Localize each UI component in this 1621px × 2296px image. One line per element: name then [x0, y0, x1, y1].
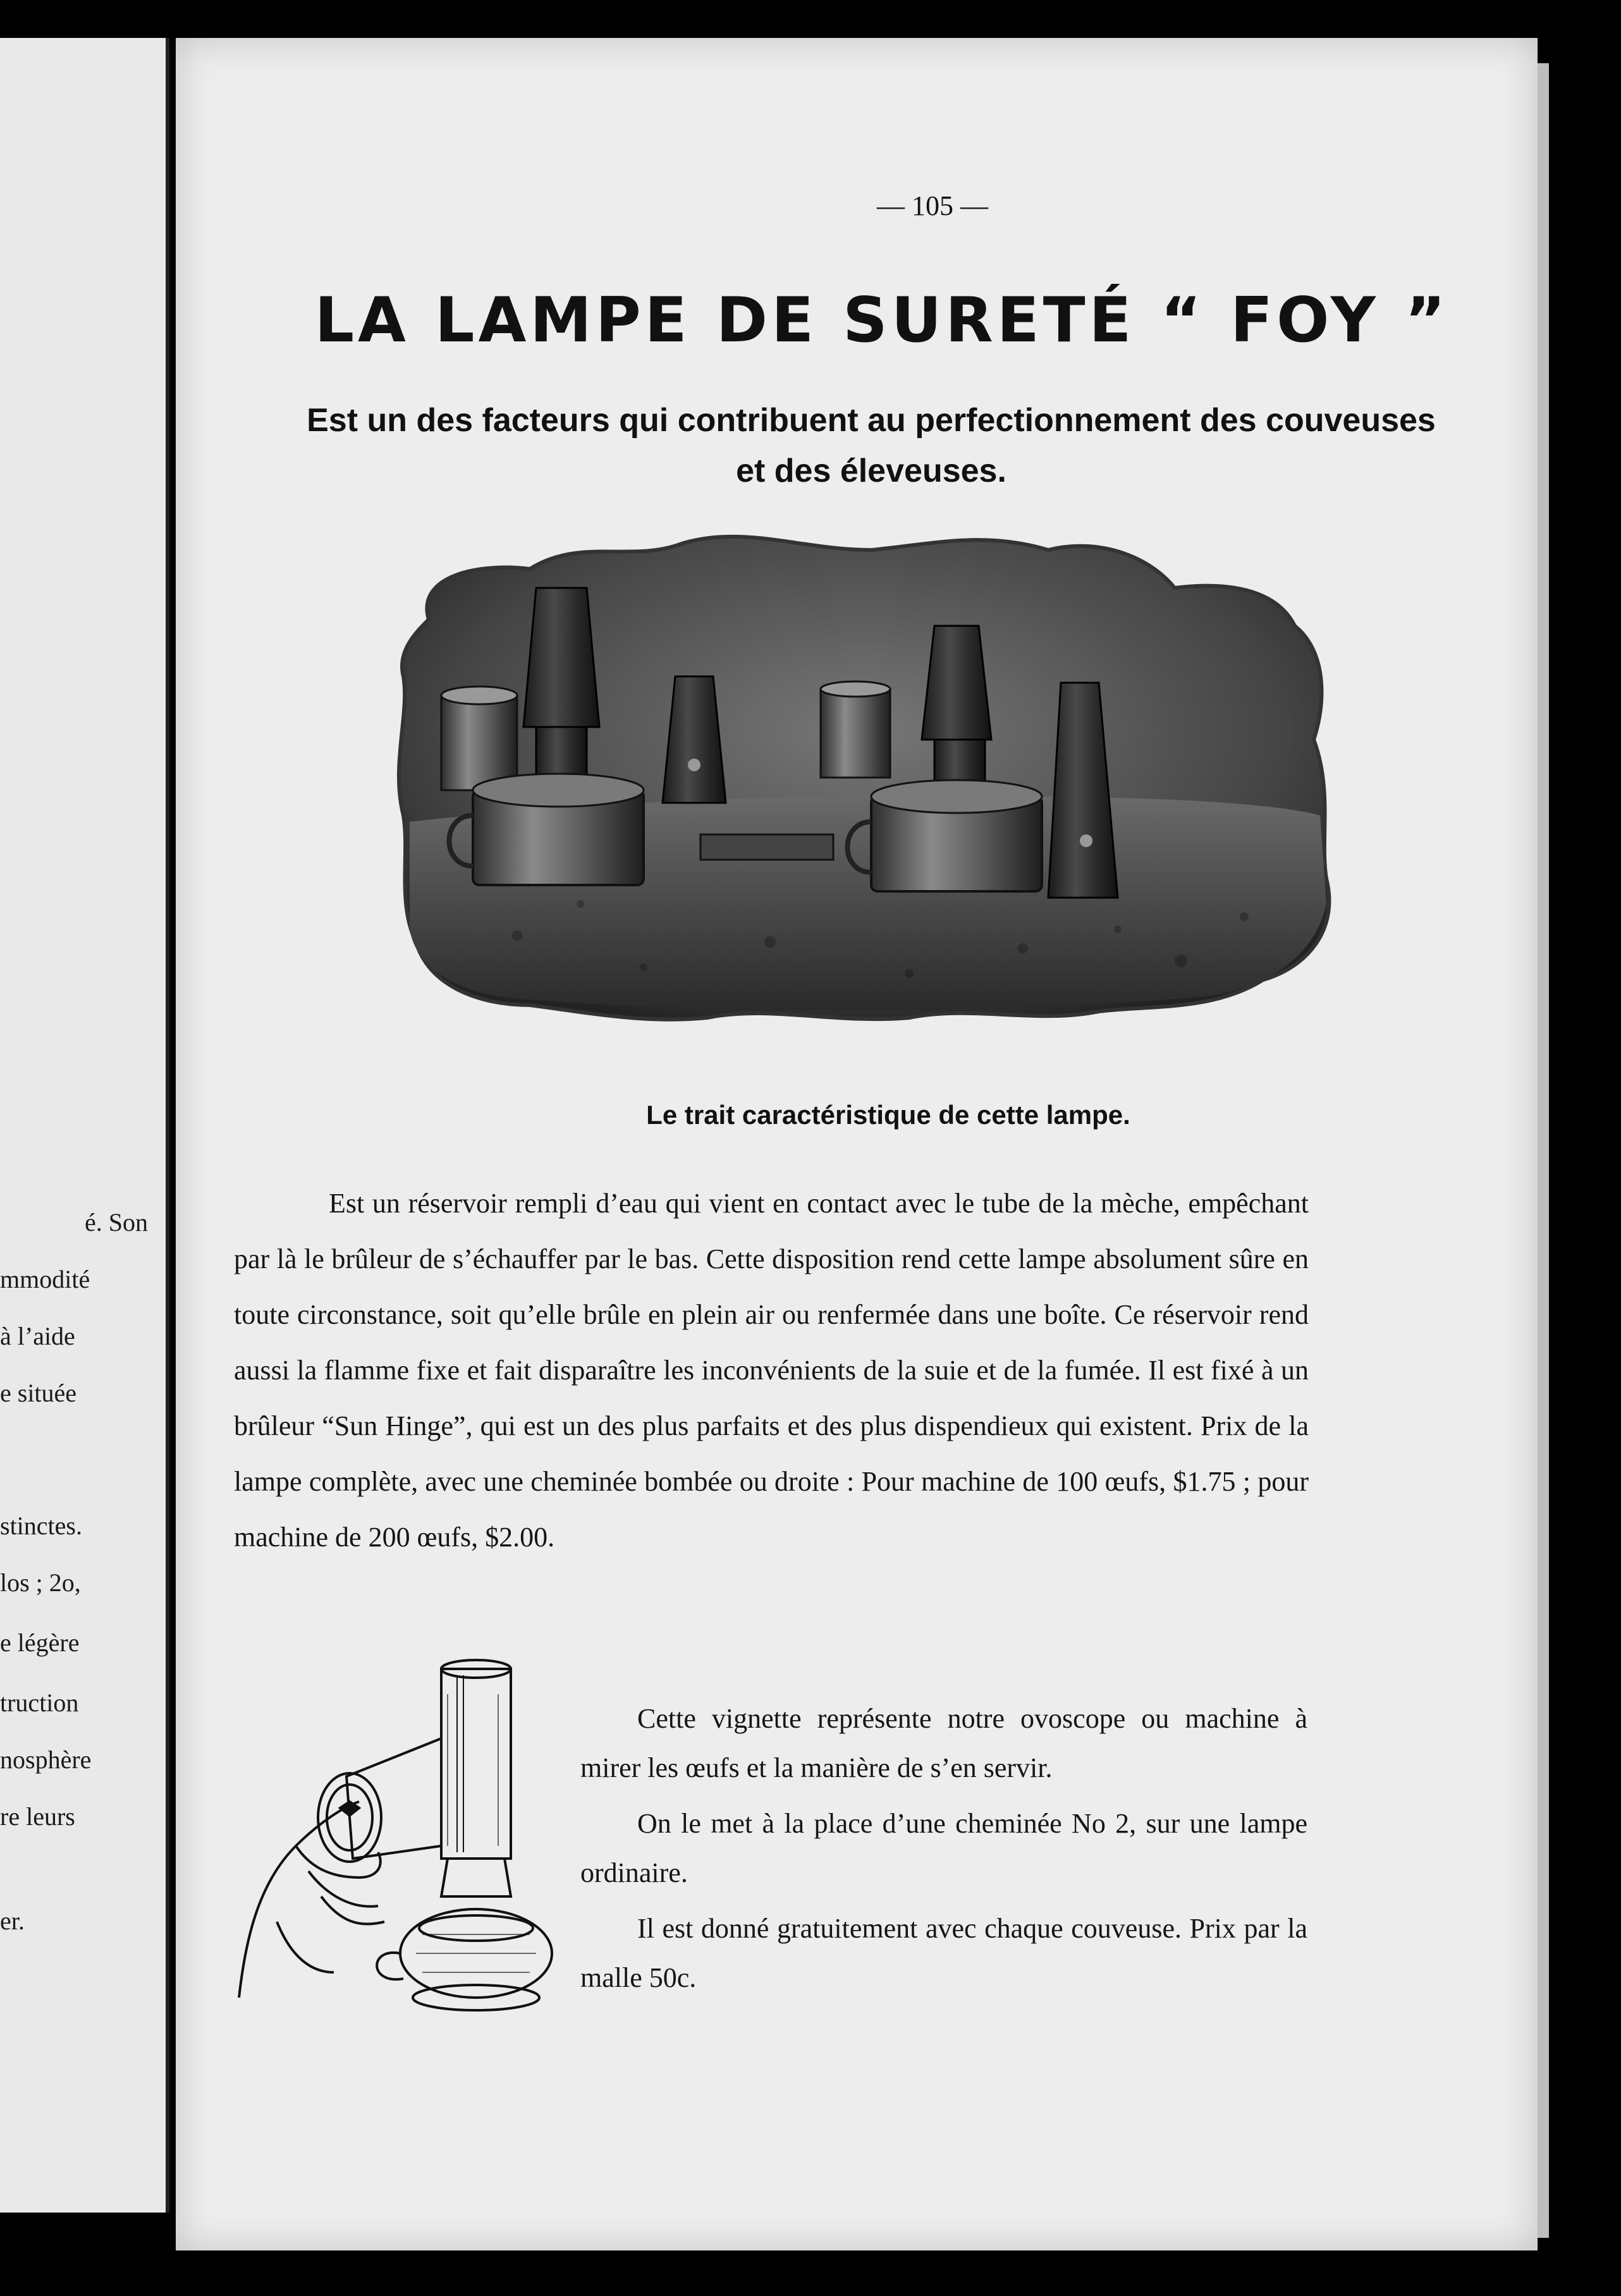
- left-page-fragment: e située: [0, 1379, 77, 1407]
- ovoscope-paragraph: Cette vignette représente notre ovoscope ou machine à mirer les œufs et la manière de s’en servir.: [580, 1703, 1307, 1783]
- left-page-fragment: à l’aide: [0, 1322, 75, 1350]
- ovoscope-paragraph: Il est donné gratuitement avec chaque couveuse. Prix par la malle 50c.: [580, 1913, 1307, 1993]
- page-edge: [1538, 63, 1549, 2238]
- page-subtitle: Est un des facteurs qui contribuent au perfectionnement des couveuses et des éleveuses.: [307, 402, 1436, 489]
- ovoscope-engraving: [233, 1656, 561, 2048]
- photo-caption: Le trait caractéristique de cette lampe.: [646, 1100, 1130, 1130]
- left-page-fragment: mmodité: [0, 1265, 90, 1293]
- ovoscope-description: [580, 1694, 1307, 2009]
- lamps-photograph: [391, 525, 1352, 1024]
- left-page-fragment: los ; 2o,: [0, 1568, 81, 1597]
- left-page-fragment: re leurs: [0, 1802, 75, 1831]
- left-page-fragment: er.: [0, 1907, 25, 1935]
- left-page-fragment: nosphère: [0, 1745, 92, 1774]
- left-page-fragment: truction: [0, 1688, 79, 1717]
- ovoscope-hand-illustration: [233, 1656, 561, 2048]
- ovoscope-paragraph: On le met à la place d’une cheminée No 2, sur une lampe ordinaire.: [580, 1808, 1307, 1888]
- left-page-fragment: stinctes.: [0, 1511, 82, 1540]
- book-page: [176, 38, 1538, 2250]
- left-page-fragment: é. Son: [85, 1208, 148, 1237]
- left-page-fragment: e légère: [0, 1628, 80, 1657]
- page-number: — 105 —: [877, 190, 988, 221]
- lamps-photo-illustration: [391, 525, 1352, 1024]
- page-title: LA LAMPE DE SURETÉ “ FOY ”: [314, 284, 1450, 357]
- left-facing-page: [0, 38, 169, 2213]
- body-paragraph: Est un réservoir rempli d’eau qui vient en contact avec le tube de la mèche, empêchant par là le brûleur de s’échauffer par le bas. Cette disposition rend cette lampe absolument sûre en toute circonstance, soit qu’elle brûle en plein air ou renfermée dans une boîte. Ce réservoir rend aussi la flamme fixe et fait disparaître les inconvénients de la suie et de la fumée. Il est fixé à un brûleur “Sun Hinge”, qui est un des plus parfaits et des plus dispendieux qui existent. Prix de la lampe complète, avec une cheminée bombée ou droite : Pour machine de 100 œufs, $1.75 ; pour machine de 200 œufs, $2.00.: [234, 1188, 1309, 1553]
